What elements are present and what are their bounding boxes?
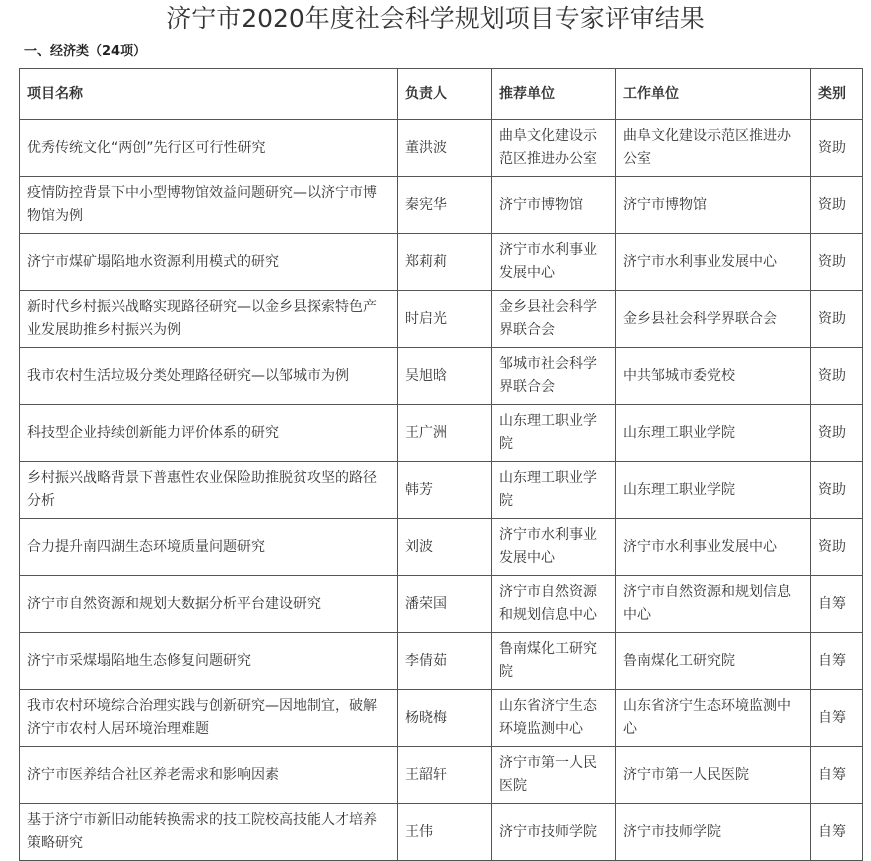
cell-recommender: 济宁市自然资源和规划信息中心	[492, 576, 616, 633]
cell-recommender: 山东理工职业学院	[492, 462, 616, 519]
cell-category: 资助	[811, 234, 863, 291]
cell-category: 资助	[811, 405, 863, 462]
cell-project-name: 乡村振兴战略背景下普惠性农业保险助推脱贫攻坚的路径分析	[20, 462, 398, 519]
cell-recommender: 济宁市技师学院	[492, 804, 616, 861]
header-project-name: 项目名称	[20, 69, 398, 120]
cell-category: 自筹	[811, 747, 863, 804]
cell-leader: 李倩茹	[398, 633, 492, 690]
table-row	[20, 690, 863, 747]
header-workplace: 工作单位	[616, 69, 811, 120]
cell-workplace: 济宁市自然资源和规划信息中心	[616, 576, 811, 633]
cell-project-name: 疫情防控背景下中小型博物馆效益问题研究—以济宁市博物馆为例	[20, 177, 398, 234]
cell-workplace: 济宁市水利事业发展中心	[616, 519, 811, 576]
cell-category: 资助	[811, 348, 863, 405]
cell-category: 自筹	[811, 633, 863, 690]
cell-workplace: 曲阜文化建设示范区推进办公室	[616, 120, 811, 177]
cell-recommender: 邹城市社会科学界联合会	[492, 348, 616, 405]
cell-workplace: 济宁市博物馆	[616, 177, 811, 234]
cell-recommender: 曲阜文化建设示范区推进办公室	[492, 120, 616, 177]
cell-project-name: 合力提升南四湖生态环境质量问题研究	[20, 519, 398, 576]
table-row	[20, 177, 863, 234]
header-leader: 负责人	[398, 69, 492, 120]
cell-project-name: 优秀传统文化“两创”先行区可行性研究	[20, 120, 398, 177]
cell-category: 资助	[811, 177, 863, 234]
cell-project-name: 基于济宁市新旧动能转换需求的技工院校高技能人才培养策略研究	[20, 804, 398, 861]
table-row	[20, 576, 863, 633]
cell-leader: 王韶轩	[398, 747, 492, 804]
cell-project-name: 济宁市采煤塌陷地生态修复问题研究	[20, 633, 398, 690]
cell-workplace: 济宁市技师学院	[616, 804, 811, 861]
cell-workplace: 济宁市第一人民医院	[616, 747, 811, 804]
cell-category: 自筹	[811, 576, 863, 633]
cell-recommender: 济宁市水利事业发展中心	[492, 234, 616, 291]
cell-category: 自筹	[811, 690, 863, 747]
cell-leader: 吴旭晗	[398, 348, 492, 405]
cell-workplace: 山东理工职业学院	[616, 405, 811, 462]
cell-leader: 秦宪华	[398, 177, 492, 234]
table-row	[20, 519, 863, 576]
cell-workplace: 中共邹城市委党校	[616, 348, 811, 405]
cell-recommender: 金乡县社会科学界联合会	[492, 291, 616, 348]
header-recommender: 推荐单位	[492, 69, 616, 120]
section-heading: 一、经济类（24项）	[24, 44, 147, 59]
page-title: 济宁市2020年度社会科学规划项目专家评审结果	[166, 4, 705, 33]
cell-workplace: 金乡县社会科学界联合会	[616, 291, 811, 348]
cell-project-name: 济宁市自然资源和规划大数据分析平台建设研究	[20, 576, 398, 633]
cell-category: 资助	[811, 462, 863, 519]
cell-leader: 时启光	[398, 291, 492, 348]
table-row	[20, 405, 863, 462]
cell-project-name: 科技型企业持续创新能力评价体系的研究	[20, 405, 398, 462]
cell-recommender: 济宁市第一人民医院	[492, 747, 616, 804]
table-row	[20, 747, 863, 804]
table-row	[20, 234, 863, 291]
table-row	[20, 633, 863, 690]
cell-category: 资助	[811, 291, 863, 348]
header-category: 类别	[811, 69, 863, 120]
cell-leader: 董洪波	[398, 120, 492, 177]
cell-workplace: 济宁市水利事业发展中心	[616, 234, 811, 291]
results-table	[19, 68, 863, 861]
cell-leader: 刘波	[398, 519, 492, 576]
cell-project-name: 济宁市煤矿塌陷地水资源利用模式的研究	[20, 234, 398, 291]
cell-category: 自筹	[811, 804, 863, 861]
cell-project-name: 新时代乡村振兴战略实现路径研究—以金乡县探索特色产业发展助推乡村振兴为例	[20, 291, 398, 348]
cell-recommender: 济宁市水利事业发展中心	[492, 519, 616, 576]
cell-recommender: 鲁南煤化工研究院	[492, 633, 616, 690]
cell-category: 资助	[811, 120, 863, 177]
cell-workplace: 山东理工职业学院	[616, 462, 811, 519]
cell-leader: 潘荣国	[398, 576, 492, 633]
cell-project-name: 济宁市医养结合社区养老需求和影响因素	[20, 747, 398, 804]
table-row	[20, 804, 863, 861]
table-header-row	[20, 69, 863, 120]
cell-recommender: 山东理工职业学院	[492, 405, 616, 462]
cell-leader: 郑莉莉	[398, 234, 492, 291]
cell-recommender: 山东省济宁生态环境监测中心	[492, 690, 616, 747]
cell-leader: 杨晓梅	[398, 690, 492, 747]
table-row	[20, 462, 863, 519]
table-row	[20, 348, 863, 405]
cell-project-name: 我市农村生活垃圾分类处理路径研究—以邹城市为例	[20, 348, 398, 405]
cell-leader: 王广洲	[398, 405, 492, 462]
cell-leader: 王伟	[398, 804, 492, 861]
table-row	[20, 120, 863, 177]
cell-project-name: 我市农村环境综合治理实践与创新研究—因地制宜，破解济宁市农村人居环境治理难题	[20, 690, 398, 747]
cell-recommender: 济宁市博物馆	[492, 177, 616, 234]
cell-workplace: 山东省济宁生态环境监测中心	[616, 690, 811, 747]
table-row	[20, 291, 863, 348]
cell-leader: 韩芳	[398, 462, 492, 519]
cell-category: 资助	[811, 519, 863, 576]
cell-workplace: 鲁南煤化工研究院	[616, 633, 811, 690]
